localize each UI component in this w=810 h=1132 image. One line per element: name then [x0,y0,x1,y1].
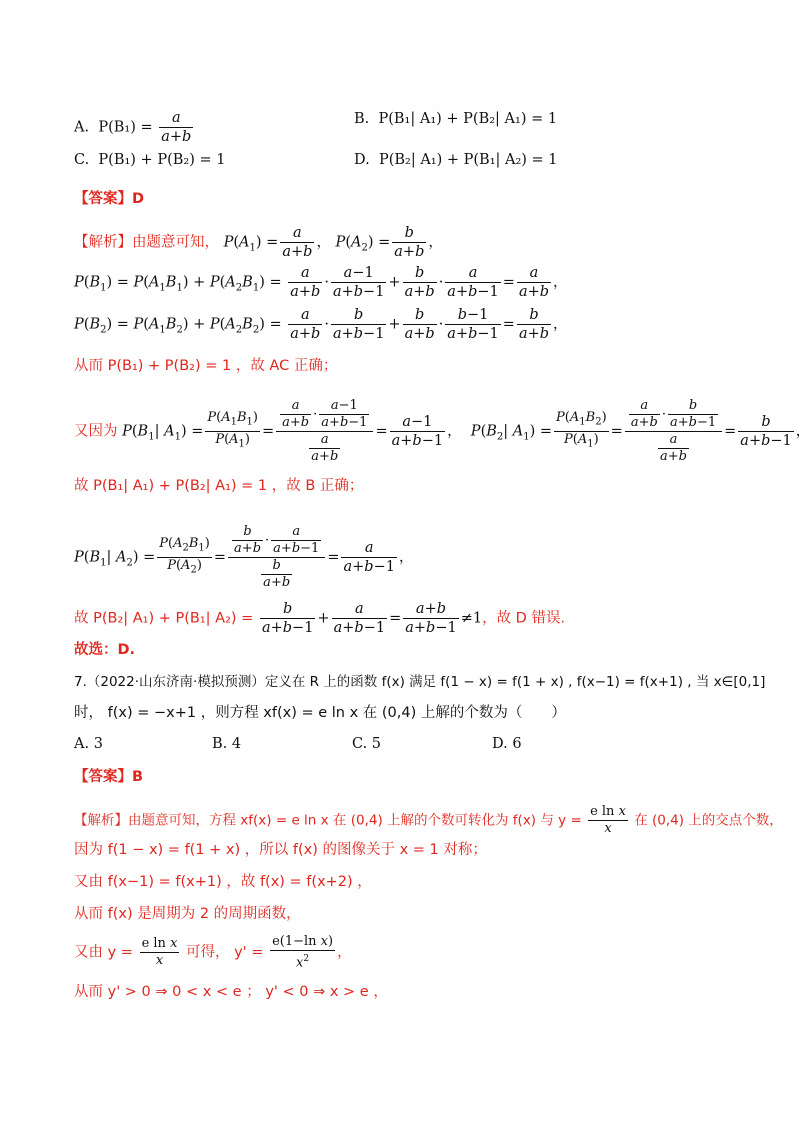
q7-analysis-tag: 【解析】 [74,812,128,829]
q6-answer: 【答案】D [74,191,145,207]
q7-option-b-value: 4 [231,736,242,752]
q6-pb1-formula: $P(B_1) = P(A_1B_1) + P(A_2B_1)$ = $\frac{a}{a+b}$ · $\frac{a-1}{a+b-1}$ + $\frac{b}{a+b}$ · $\frac{a}{a+b-1}$ = $\frac{a}{a+b}$ ， [74,265,568,300]
q7-option-b-letter: B. [212,736,228,752]
option-b-expr: P(B₁| A₁) + P(B₂| A₁) = 1 [378,111,558,127]
q7-stem-line1: 7.（2022·山东济南·模拟预测）定义在 R 上的函数 f(x) 满足 f(1 − x) = f(1 + x) , f(x−1) = f(x+1) , 当 x∈[0,1] [74,674,766,690]
q7-analysis-line4: 从而 f(x) 是周期为 2 的周期函数， [74,906,301,922]
q7-analysis-line3: 又由 f(x−1) = f(x+1) ，故 f(x) = f(x+2) ， [74,874,372,890]
q6-conclusion-d: 故 P(B₂| A₁) + P(B₁| A₂) = $\frac{b}{a+b-1}$ + $\frac{a}{a+b-1}$ = $\frac{a+b}{a+b-1}$ ≠1，故 D 错误. [74,601,566,636]
q7-option-c [352,734,381,754]
q6-cond-b1a1: 又因为 $P(B_1|$ $A_1$) = $\frac{P(A_1B_1)}{P(A_1)}$ = $\frac{a}{a+b}$ · $\frac{a-1}{a+b-1}$ $\frac{a}{a+b}$ = $\frac{a-1}{a+b-1}$ ， $P(B_2|$ $A_1$) = $\frac{P(A_1B_2)}{P(A_1)}$ = $\frac{a}{a+b}$ · $\frac{b}{a+b-1}$ $\frac{a}{a+b}$ = $\frac{b}{a+b-1}$ ， [74,398,810,464]
q7-analysis-l1b: 在 (0,4) 上的交点个数， [634,812,783,829]
q7-analysis-line6: 从而 y' > 0 ⇒ 0 < x < e ； y' < 0 ⇒ x > e ， [74,984,388,1000]
q6-conclusion-b: 故 P(B₁| A₁) + P(B₂| A₁) = 1 ，故 B 正确； [74,478,364,494]
q7-answer: 【答案】B [74,769,144,785]
analysis-intro-text: 由题意可知， [132,234,219,251]
option-c-letter: C. [74,152,90,168]
option-a-expr: P(B₁) = [98,119,153,136]
option-d-expr: P(B₂| A₁) + P(B₁| A₂) = 1 [378,152,558,168]
q7-option-a-value: 3 [93,736,103,752]
q7-analysis-line2: 因为 f(1 − x) = f(1 + x) ，所以 f(x) 的图像关于 x = 1 对称； [74,842,487,858]
option-b-letter: B. [354,111,370,127]
q6-cond-b1a2: $P(B_1|$ $A_2$) = $\frac{P(A_2B_1)}{P(A_2)}$ = $\frac{b}{a+b}$ · $\frac{a}{a+b-1}$ $\frac{b}{a+b}$ = $\frac{a}{a+b-1}$ ， [74,524,414,590]
q7-option-d-value: 6 [512,736,522,752]
q7-option-a [74,734,103,754]
gu-d-prefix: 故 P(B₂| A₁) + P(B₁| A₂) = [74,610,254,627]
option-a [74,109,195,146]
q7-analysis-line5: 又由 y = $\frac{\text{e ln x}}{x}$ 可得， y' = $\frac{\text{e(1−ln x)}}{x^2}$ ， [74,934,352,971]
q6-final-choice: 故选：D. [74,642,136,658]
option-b [354,109,557,129]
q7-analysis-l1a: 由题意可知，方程 xf(x) = e ln x 在 (0,4) 上解的个数可转化为 f(x) 与 y = [128,812,582,829]
option-d-letter: D. [354,152,370,168]
analysis-tag: 【解析】 [74,234,132,251]
option-d [354,150,558,170]
q7-option-c-letter: C. [352,736,368,752]
q6-conclusion-ac: 从而 P(B₁) + P(B₂) = 1 ，故 AC 正确； [74,358,338,374]
q7-option-d-letter: D. [492,736,508,752]
q6-analysis-intro: 【解析】由题意可知， $P(A_1)$ = $\frac{a}{a+b}$ ， $P(A_2)$ = $\frac{b}{a+b}$ ， [74,225,443,260]
gu-d-suffix: ，故 D 错误. [482,610,566,627]
youyin-text: 又因为 [74,423,118,440]
q7-option-a-letter: A. [74,736,90,752]
option-c-expr: P(B₁) + P(B₂) = 1 [98,152,226,168]
option-a-fraction: $\frac{a}{a+b}$ [161,110,192,145]
q7-analysis-l5b: 可得， y' = [186,944,264,961]
q7-option-d [492,734,522,754]
q6-pb2-formula: $P(B_2) = P(A_1B_2) + P(A_2B_2)$ = $\frac{a}{a+b}$ · $\frac{b}{a+b-1}$ + $\frac{b}{a+b}$ · $\frac{b-1}{a+b-1}$ = $\frac{b}{a+b}$ ， [74,307,568,342]
q7-option-b [212,734,241,754]
q7-analysis-l5a: 又由 y = [74,944,133,961]
q7-option-c-value: 5 [371,736,382,752]
q7-stem-line2: 时， f(x) = −x+1 ，则方程 xf(x) = e ln x 在 (0,4) 上解的个数为（ ） [74,705,566,721]
option-a-letter: A. [74,119,90,136]
option-c [74,150,225,170]
q7-analysis-line1: 【解析】由题意可知，方程 xf(x) = e ln x 在 (0,4) 上解的个数可转化为 f(x) 与 y = $\frac{\text{e ln x}}{x}$ 在 (0,4) 上的交点个数， [74,804,783,836]
